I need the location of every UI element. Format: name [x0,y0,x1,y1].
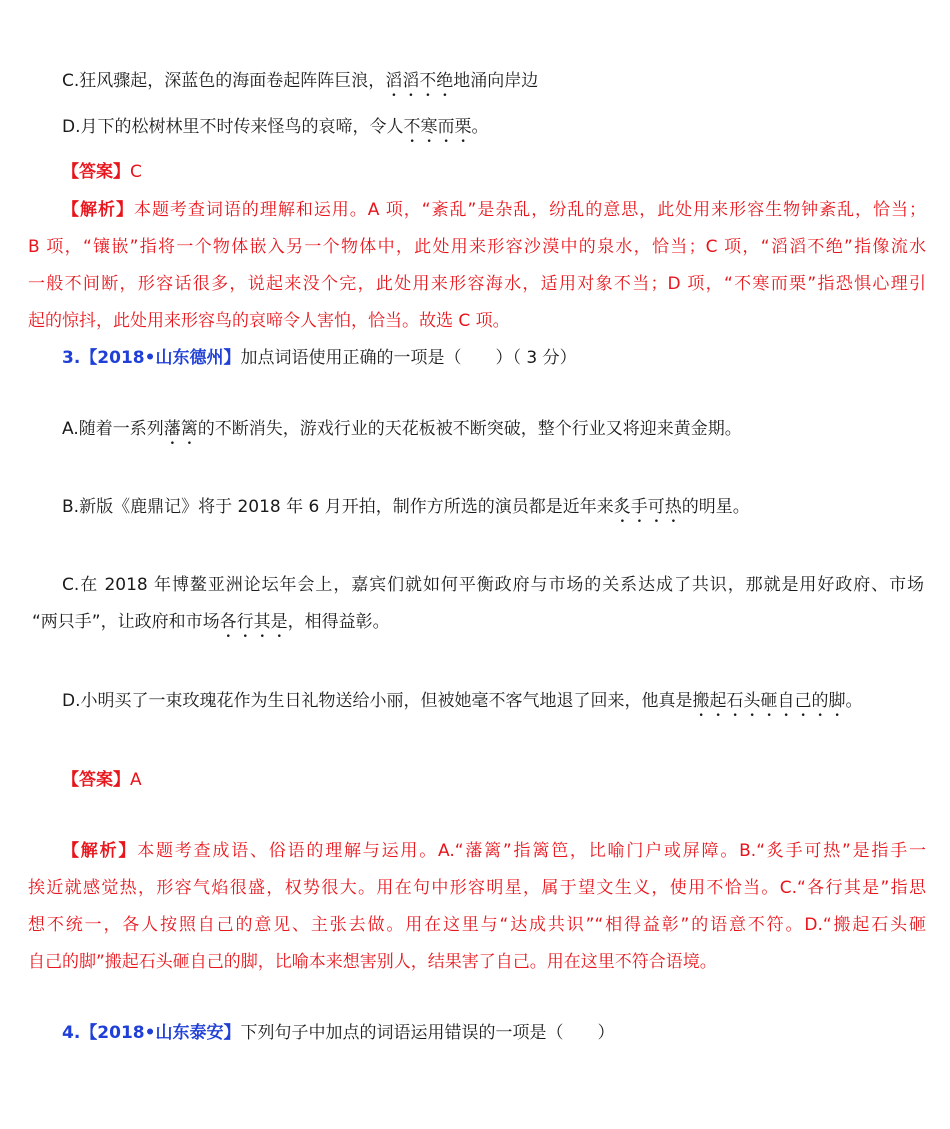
q2-answer [62,161,142,183]
q3-analysis-line-1: 【解析】本题考查成语、俗语的理解与运用。A.“藩篱”指篱笆，比喻门户或屏障。B.“炙手可热”是指手一 [62,841,927,861]
q2-analysis-line-1: 【解析】本题考查词语的理解和运用。A 项，“紊乱”是杂乱，纷乱的意思，此处用来形容生物钟紊乱，恰当； [62,200,926,220]
q2-analysis-line-4: 起的惊抖，此处用来形容鸟的哀啼令人害怕，恰当。故选 C 项。 [28,311,510,331]
q4-source: 【2018•山东泰安】 [80,1023,241,1043]
q3-answer [62,769,142,791]
q3-option-a: A.随着一系列藩篱的不断消失，游戏行业的天花板被不断突破，整个行业又将迎来黄金期。 [62,419,742,439]
q3-option-d-dotted-word: 搬起石头砸自己的脚 [692,691,846,711]
q3-stem [62,347,577,369]
answer-value: A [130,770,142,790]
q3-source: 【2018•山东德州】 [80,348,241,368]
analysis-label: 【解析】 [62,200,134,220]
q3-option-c-dotted-word: 各行其是 [219,612,288,632]
q2-analysis-line-2: B 项，“镶嵌”指将一个物体嵌入另一个物体中，此处用来形容沙漠中的泉水，恰当；C 项，“滔滔不绝”指像流水 [28,237,926,257]
q3-number: 3. [62,348,81,368]
q3-analysis-line-3: 想不统一，各人按照自己的意见、主张去做。用在这里与“达成共识”“相得益彰”的语意不符。D.“搬起石头砸 [28,915,926,935]
q3-option-a-dotted-word: 藩篱 [163,419,198,439]
analysis-label: 【解析】 [62,841,138,861]
q3-option-d: D.小明买了一束玫瑰花作为生日礼物送给小丽，但被她毫不客气地退了回来，他真是搬起石头砸自己的脚。 [62,691,863,711]
q2-option-c-dotted-word: 滔滔不绝 [385,71,454,91]
q3-option-c-line-1: C.在 2018 年博鳌亚洲论坛年会上，嘉宾们就如何平衡政府与市场的关系达成了共识，那就是用好政府、市场 [62,575,924,595]
q2-analysis-line-3: 一般不间断，形容话很多，说起来没个完，此处用来形容海水，适用对象不当；D 项，“不寒而栗”指恐惧心理引 [28,274,926,294]
q2-option-d: D.月下的松树林里不时传来怪鸟的哀啼，令人不寒而栗。 [62,117,489,137]
q3-option-b-dotted-word: 炙手可热 [613,497,682,517]
q3-option-c-line-2: “两只手”，让政府和市场各行其是，相得益彰。 [32,612,390,632]
q3-stem-text: 加点词语使用正确的一项是（ ）（ 3 分） [240,348,577,368]
q4-stem-text: 下列句子中加点的词语运用错误的一项是（ ） [240,1023,615,1043]
q2-option-c: C.狂风骤起，深蓝色的海面卷起阵阵巨浪，滔滔不绝地涌向岸边 [62,71,539,91]
q2-option-d-dotted-word: 不寒而栗 [403,117,472,137]
q3-option-b: B.新版《鹿鼎记》将于 2018 年 6 月开拍，制作方所选的演员都是近年来炙手可热的明星。 [62,497,750,517]
q4-stem [62,1022,614,1044]
q3-analysis-line-4: 自己的脚”搬起石头砸自己的脚，比喻本来想害别人，结果害了自己。用在这里不符合语境。 [28,952,717,972]
answer-label: 【答案】 [62,770,130,790]
q4-number: 4. [62,1023,81,1043]
answer-value: C [130,162,142,182]
q3-analysis-line-2: 挨近就感觉热，形容气焰很盛，权势很大。用在句中形容明星，属于望文生义，使用不恰当。C.“各行其是”指思 [28,878,926,898]
answer-label: 【答案】 [62,162,130,182]
